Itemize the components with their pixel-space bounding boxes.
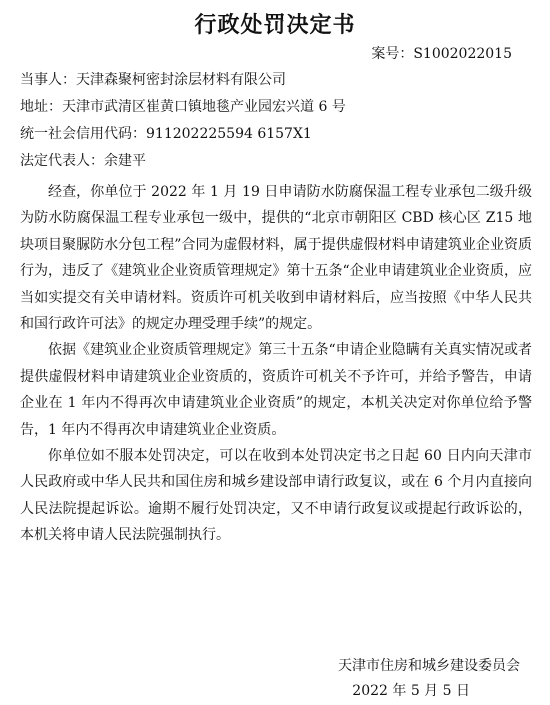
- issue-date: 2022 年 5 月 5 日: [352, 683, 470, 699]
- issuing-authority: 天津市住房和城乡建设委员会: [338, 658, 520, 674]
- basis-paragraph: 依据《建筑业企业资质管理规定》第三十五条“申请企业隐瞒有关真实情况或者提供虚假材料申请建筑业企业资质的，资质许可机关不予许可，并给予警告，申请企业在 1 年内不得再次申请建筑业企业资质”的规定，本机关决定对你单位给予警告，1 年内不得再次申请建筑业企业资质。: [20, 342, 532, 438]
- remedy-paragraph: 你单位如不服本处罚决定，可以在收到本处罚决定书之日起 60 日内向天津市人民政府或中华人民共和国住房和城乡建设部申请行政复议，或在 6 个月内直接向人民法院提起诉讼。逾期不履行处罚决定，又不申请行政复议或提起行政诉讼的，本机关将申请人民法院强制执行。: [20, 448, 532, 544]
- legal-representative-line: 法定代表人：余建平: [20, 153, 146, 169]
- findings-paragraph: 经查，你单位于 2022 年 1 月 19 日申请防水防腐保温工程专业承包二级升级为防水防腐保温工程专业承包一级中，提供的“北京市朝阳区 CBD 核心区 Z15 地块项目聚脲防水分包工程”合同为虚假材料，属于提供虚假材料申请建筑业企业资质行为，违反了《建筑业企业资质管理规定》第十五条“企业申请建筑业企业资质，应当如实提交有关申请材料。资质许可机关收到申请材料后，应当按照《中华人民共和国行政许可法》的规定办理受理手续”的规定。: [20, 184, 532, 333]
- address-line: 地址：天津市武清区崔黄口镇地毯产业园宏兴道 6 号: [20, 99, 346, 115]
- credit-code-line: 统一社会信用代码：911202225594 6157X1: [20, 126, 312, 142]
- decision-body: [20, 179, 532, 549]
- party-line: 当事人：天津森聚柯密封涂层材料有限公司: [20, 72, 286, 88]
- document-title: 行政处罚决定书: [194, 12, 356, 38]
- case-number: 案号：S1002022015: [371, 46, 512, 62]
